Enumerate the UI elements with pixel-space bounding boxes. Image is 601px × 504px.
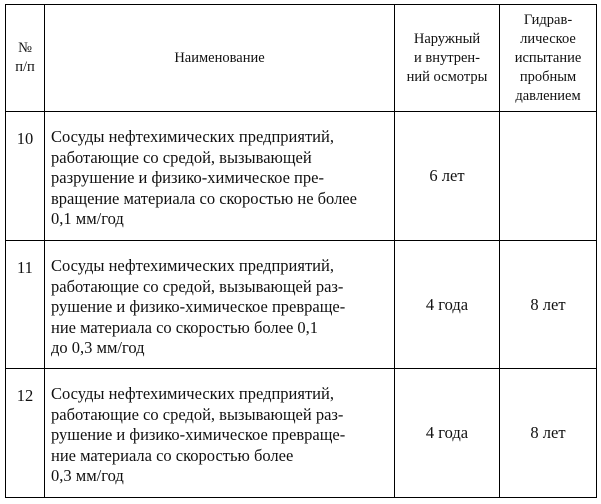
row-name xyxy=(45,112,395,241)
row-inspection: 4 года xyxy=(395,241,500,369)
inspection-table xyxy=(5,4,597,498)
header-number-line: № xyxy=(18,40,32,56)
row-name-line: рушение и физико-химическое превраще- xyxy=(51,297,346,316)
row-name-line: работающие со средой, вызывающей раз- xyxy=(51,276,344,296)
row-name-line: рушение и физико-химическое превраще- xyxy=(51,425,346,444)
header-inspection-line: ний осмотры xyxy=(406,68,488,85)
row-hydro-test: 8 лет xyxy=(500,241,597,369)
header-hydro-line: лическое xyxy=(520,30,576,47)
row-name-line: ние материала со скоростью более xyxy=(51,445,294,465)
row-number: 12 xyxy=(6,369,45,498)
header-hydro-line: испытание xyxy=(514,49,582,66)
table-row xyxy=(6,241,597,369)
row-name-line: разрушение и физико-химическое пре- xyxy=(51,168,324,187)
header-hydro-line: Гидрав- xyxy=(523,11,573,28)
header-hydro-line: пробным xyxy=(519,68,577,85)
row-name-line: до 0,3 мм/год xyxy=(51,338,145,357)
row-name-line: вращение материала со скоростью не более xyxy=(51,188,357,208)
row-name-line: 0,1 мм/год xyxy=(51,209,124,228)
row-name xyxy=(45,241,395,369)
row-inspection: 4 года xyxy=(395,369,500,498)
row-name-line: работающие со средой, вызывающей раз- xyxy=(51,404,344,424)
table-header-row xyxy=(6,5,597,112)
row-hydro-test xyxy=(500,112,597,241)
header-number-line: п/п xyxy=(15,59,35,75)
row-number: 10 xyxy=(6,112,45,241)
header-hydro-test xyxy=(500,5,597,112)
row-hydro-test: 8 лет xyxy=(500,369,597,498)
row-name-line: работающие со средой, вызывающей xyxy=(51,147,312,167)
table-row xyxy=(6,112,597,241)
row-name-line: Сосуды нефтехимических предприятий, xyxy=(51,384,334,403)
row-name-line: Сосуды нефтехимических предприятий, xyxy=(51,127,334,146)
header-inspection xyxy=(395,5,500,112)
row-name-line: Сосуды нефтехимических предприятий, xyxy=(51,256,334,275)
header-inspection-line: Наружный xyxy=(413,30,481,47)
header-hydro-line: давлением xyxy=(515,87,581,104)
header-number xyxy=(6,5,45,112)
row-name-line: ние материала со скоростью более 0,1 xyxy=(51,317,319,337)
header-inspection-line: и внутрен- xyxy=(413,49,481,66)
row-name-line: 0,3 мм/год xyxy=(51,466,124,485)
row-number: 11 xyxy=(6,241,45,369)
header-name xyxy=(45,5,395,112)
header-name-label: Наименование xyxy=(174,49,265,66)
row-name xyxy=(45,369,395,498)
table-row xyxy=(6,369,597,498)
row-inspection: 6 лет xyxy=(395,112,500,241)
